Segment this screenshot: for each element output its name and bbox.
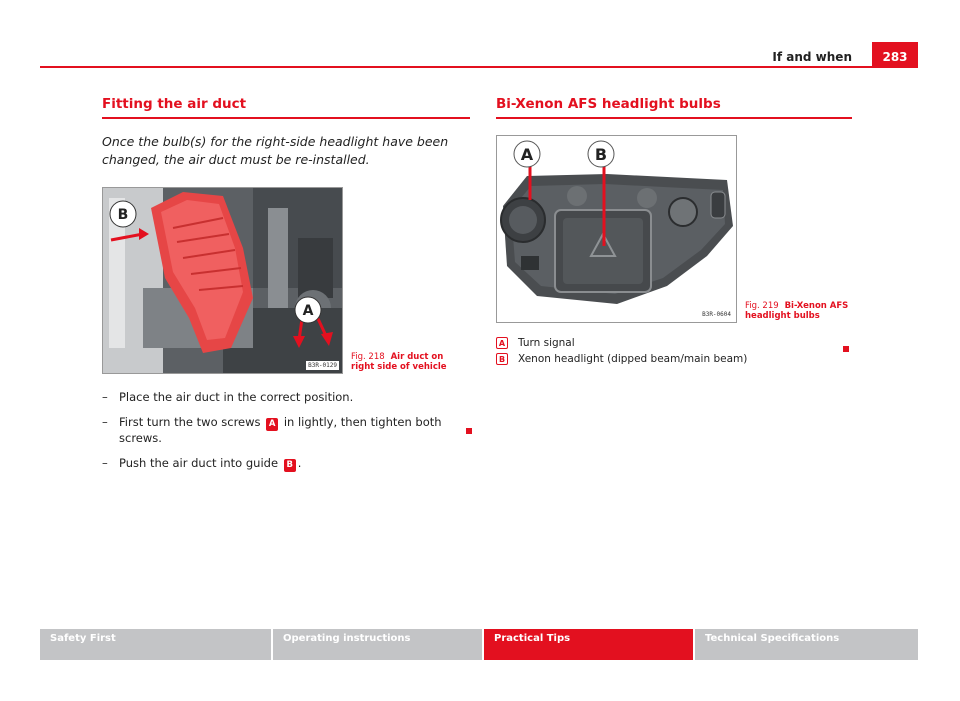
section-bi-xenon [496,96,852,369]
step-list [102,390,470,472]
step-item [102,415,470,446]
footer-tab-practical-tips[interactable]: Practical Tips [484,629,693,660]
figure-number: Fig. 218 [351,352,385,362]
section-title-bi-xenon: Bi-Xenon AFS headlight bulbs [496,96,852,119]
intro-text: Once the bulb(s) for the right-side headlight have been changed, the air duct must be re-installed. [102,134,449,167]
footer-tab-technical-specifications[interactable]: Technical Specifications [695,629,918,660]
page-number: 283 [882,50,908,64]
figure-caption-219 [745,301,848,323]
legend-text: Turn signal [518,337,575,349]
figure-legend [496,337,852,365]
figure-218 [102,187,470,374]
step-item [102,456,470,472]
legend-key-a: A [496,337,508,349]
caption-line-1: Air duct on [390,352,444,362]
figure-number: Fig. 219 [745,301,779,311]
photo-label-a: A [302,303,314,319]
image-code: B3R-0604 [702,311,731,318]
air-duct-illustration [103,188,343,374]
step-text: Push the air duct into guide [119,456,279,470]
figure-caption-218 [351,352,447,374]
step-text: Place the air duct in the correct position. [119,390,354,404]
section-end-mark [843,346,849,352]
header-rule [40,66,918,68]
image-code: B3R-0129 [308,362,337,369]
running-header-section: If and when [772,50,852,64]
legend-item [496,337,852,349]
photo-label-b: B [594,145,608,164]
caption-line-2: right side of vehicle [351,362,447,372]
step-item [102,390,470,405]
caption-line-1: Bi-Xenon AFS [784,301,849,311]
ref-chip-a: A [266,418,278,431]
headlight-photo [496,135,737,323]
section-end-mark [466,428,472,434]
footer-nav [40,629,918,660]
page-number-box [872,42,918,68]
figure-219 [496,135,852,323]
step-text: in lightly, then tighten both screws. [119,415,442,445]
photo-label-b: B [117,207,129,223]
headlight-illustration [497,136,737,323]
photo-label-a: A [520,145,534,164]
step-text: First turn the two screws [119,415,261,429]
section-air-duct [102,96,470,482]
caption-line-2: headlight bulbs [745,311,820,321]
legend-text: Xenon headlight (dipped beam/main beam) [518,353,748,365]
air-duct-photo [102,187,343,374]
section-title-air-duct: Fitting the air duct [102,96,470,119]
footer-tab-safety-first[interactable]: Safety First [40,629,271,660]
legend-item [496,353,852,365]
legend-key-b: B [496,353,508,365]
step-text: . [297,456,302,470]
footer-tab-operating-instructions[interactable]: Operating instructions [273,629,482,660]
ref-chip-b: B [284,459,296,472]
